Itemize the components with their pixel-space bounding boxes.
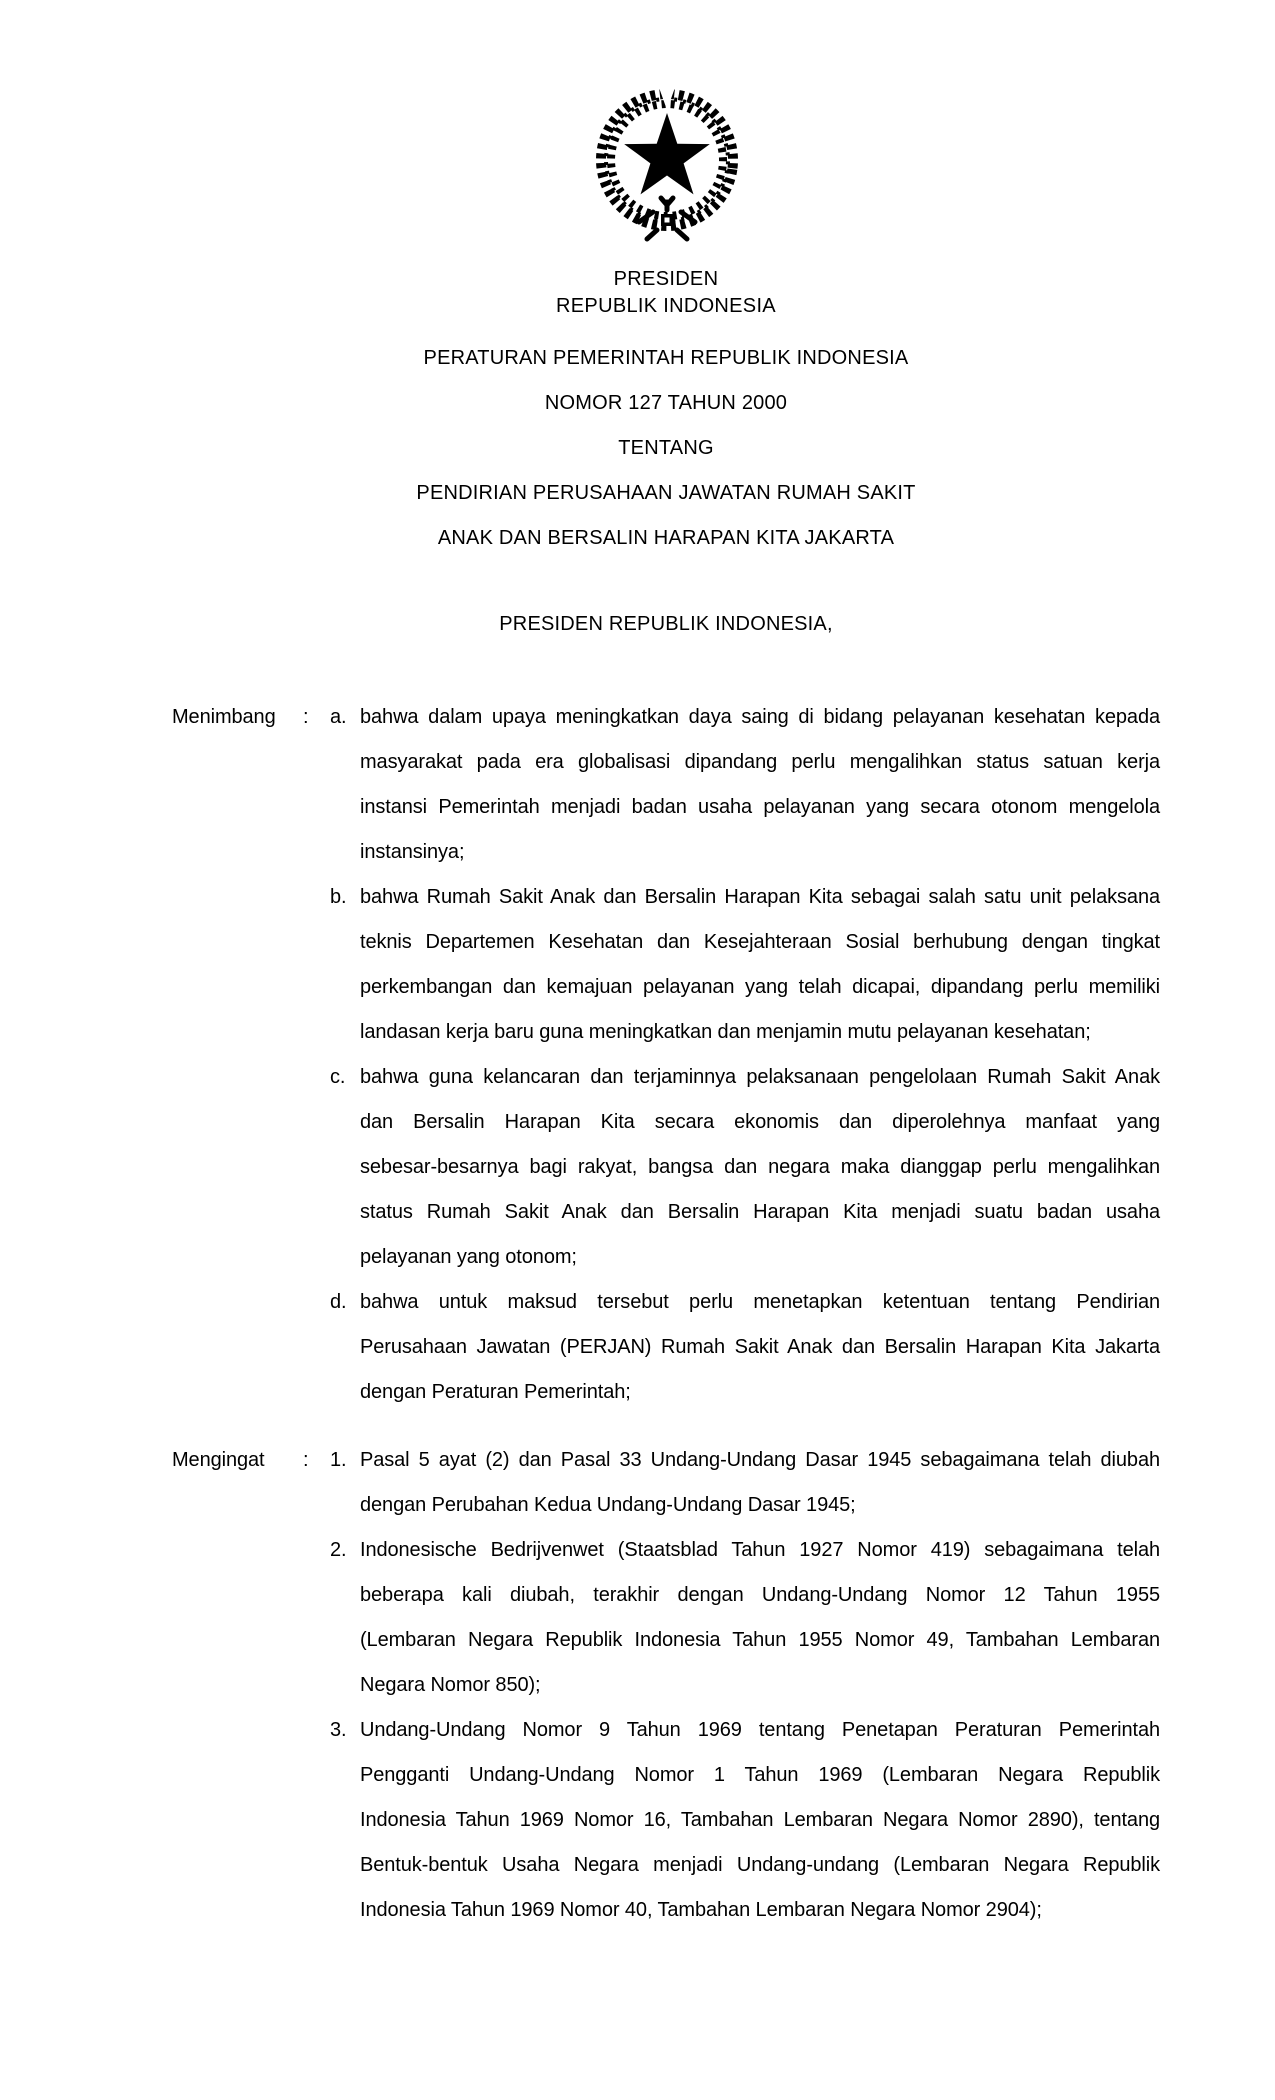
section-colon: : <box>303 1449 309 1471</box>
list-item <box>330 1708 1160 1933</box>
text-line: instansinya; <box>360 841 465 863</box>
item-lines <box>360 1708 1160 1933</box>
text-line: Pengganti Undang-Undang Nomor 1 Tahun 1969 (Lembaran Negara Republik <box>360 1764 1160 1786</box>
salutation: PRESIDEN REPUBLIK INDONESIA, <box>499 613 833 635</box>
section-mengingat <box>172 1438 1160 1933</box>
text-line: Pasal 5 ayat (2) dan Pasal 33 Undang-Undang Dasar 1945 sebagaimana telah diubah <box>360 1449 1160 1471</box>
text-line: teknis Departemen Kesehatan dan Kesejahteraan Sosial berhubung dengan tingkat <box>360 931 1160 953</box>
text-line: bahwa guna kelancaran dan terjaminnya pelaksanaan pengelolaan Rumah Sakit Anak <box>360 1066 1160 1088</box>
item-lines <box>360 1438 1160 1528</box>
text-line: Indonesia Tahun 1969 Nomor 40, Tambahan Lembaran Negara Nomor 2904); <box>360 1899 1042 1921</box>
text-line: pelayanan yang otonom; <box>360 1246 577 1268</box>
text-line: Indonesia Tahun 1969 Nomor 16, Tambahan Lembaran Negara Nomor 2890), tentang <box>360 1809 1160 1831</box>
clause-sections <box>172 695 1160 1933</box>
text-line: bahwa Rumah Sakit Anak dan Bersalin Harapan Kita sebagai salah satu unit pelaksana <box>360 886 1160 908</box>
item-lines <box>360 1055 1160 1280</box>
section-label: Mengingat <box>172 1449 265 1471</box>
presidential-seal-icon <box>587 82 747 246</box>
list-item <box>330 875 1160 1055</box>
section-label: Menimbang <box>172 706 276 728</box>
section-items <box>330 695 1160 1415</box>
letterhead-republik-indonesia: REPUBLIK INDONESIA <box>556 295 776 317</box>
item-lines <box>360 1280 1160 1415</box>
list-item <box>330 1438 1160 1528</box>
text-line: dan Bersalin Harapan Kita secara ekonomis dan diperolehnya manfaat yang <box>360 1111 1160 1133</box>
item-lines <box>360 875 1160 1055</box>
letterhead <box>172 266 1160 320</box>
item-marker: 2. <box>330 1539 347 1561</box>
list-item <box>330 1055 1160 1280</box>
text-line: dengan Peraturan Pemerintah; <box>360 1381 631 1403</box>
text-line: perkembangan dan kemajuan pelayanan yang telah dicapai, dipandang perlu memiliki <box>360 976 1160 998</box>
section-menimbang <box>172 695 1160 1415</box>
star <box>624 113 710 194</box>
item-marker: c. <box>330 1066 346 1088</box>
list-item <box>330 1528 1160 1708</box>
text-line: dengan Perubahan Kedua Undang-Undang Dasar 1945; <box>360 1494 856 1516</box>
item-marker: 1. <box>330 1449 347 1471</box>
text-line: (Lembaran Negara Republik Indonesia Tahun 1955 Nomor 49, Tambahan Lembaran <box>360 1629 1160 1651</box>
text-line: landasan kerja baru guna meningkatkan dan menjamin mutu pelayanan kesehatan; <box>360 1021 1091 1043</box>
item-marker: b. <box>330 886 347 908</box>
text-line: status Rumah Sakit Anak dan Bersalin Harapan Kita menjadi suatu badan usaha <box>360 1201 1160 1223</box>
title-line-5: ANAK DAN BERSALIN HARAPAN KITA JAKARTA <box>437 527 895 549</box>
item-marker: a. <box>330 706 347 728</box>
text-line: Indonesische Bedrijvenwet (Staatsblad Tahun 1927 Nomor 419) sebagaimana telah <box>360 1539 1160 1561</box>
item-marker: 3. <box>330 1719 347 1741</box>
title-line-1: PERATURAN PEMERINTAH REPUBLIK INDONESIA <box>423 347 909 369</box>
text-line: Bentuk-bentuk Usaha Negara menjadi Undang-undang (Lembaran Negara Republik <box>360 1854 1160 1876</box>
text-line: Perusahaan Jawatan (PERJAN) Rumah Sakit Anak dan Bersalin Harapan Kita Jakarta <box>360 1336 1160 1358</box>
list-item <box>330 695 1160 875</box>
title-line-4: PENDIRIAN PERUSAHAAN JAWATAN RUMAH SAKIT <box>416 482 916 504</box>
section-items <box>330 1438 1160 1933</box>
list-item <box>330 1280 1160 1415</box>
text-line: Undang-Undang Nomor 9 Tahun 1969 tentang Penetapan Peraturan Pemerintah <box>360 1719 1160 1741</box>
text-line: masyarakat pada era globalisasi dipandang perlu mengalihkan status satuan kerja <box>360 751 1160 773</box>
text-line: bahwa dalam upaya meningkatkan daya saing di bidang pelayanan kesehatan kepada <box>360 706 1160 728</box>
title-line-2: NOMOR 127 TAHUN 2000 <box>544 392 788 414</box>
section-colon: : <box>303 706 309 728</box>
title-line-3: TENTANG <box>618 437 714 459</box>
text-line: Negara Nomor 850); <box>360 1674 541 1696</box>
regulation-title <box>172 336 1160 561</box>
item-marker: d. <box>330 1291 347 1313</box>
letterhead-presiden: PRESIDEN <box>613 268 719 290</box>
text-line: beberapa kali diubah, terakhir dengan Undang-Undang Nomor 12 Tahun 1955 <box>360 1584 1160 1606</box>
item-lines <box>360 695 1160 875</box>
text-line: sebesar-besarnya bagi rakyat, bangsa dan negara maka dianggap perlu mengalihkan <box>360 1156 1160 1178</box>
text-line: bahwa untuk maksud tersebut perlu menetapkan ketentuan tentang Pendirian <box>360 1291 1160 1313</box>
item-lines <box>360 1528 1160 1708</box>
text-line: instansi Pemerintah menjadi badan usaha pelayanan yang secara otonom mengelola <box>360 796 1160 818</box>
